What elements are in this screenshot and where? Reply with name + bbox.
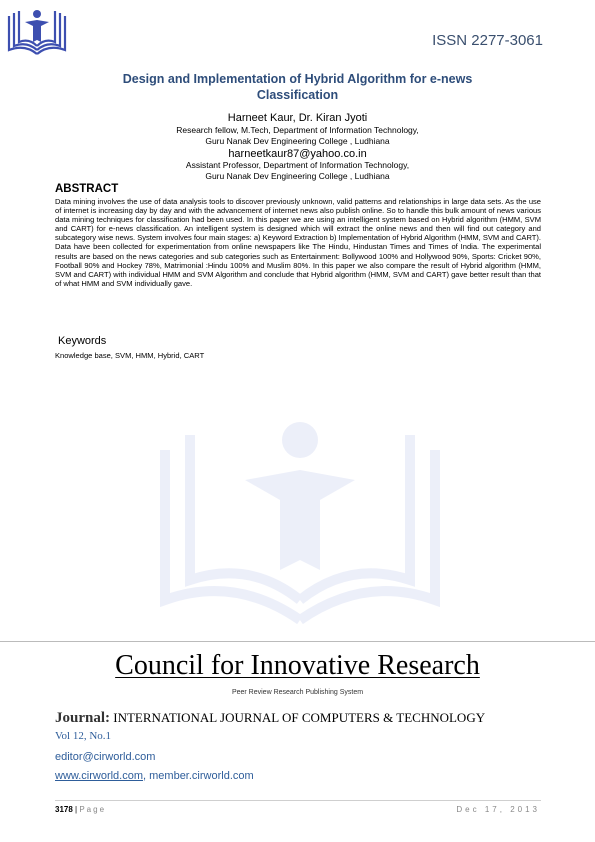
volume-info: Vol 12, No.1	[55, 730, 112, 742]
journal-name: INTERNATIONAL JOURNAL OF COMPUTERS & TECHNOLOGY	[110, 710, 486, 725]
abstract-text: Data mining involves the use of data analysis tools to discover previously unknown, valid patterns and relationships in large data sets. As the use of internet is increasing day by day and with the advancement of internet news also publish online. So to handle this bulk amount of news various data mining techniques for classification had been used. In this paper we are using an intelligent system based on Hybrid algorithm (HMM, SVM and CART) for e-news classification. An intelligent system is designed which will extract the online news and then will find out category and subcategory wise news. System involves four main stages: a) Keyword Extraction b) Implementation of Hybrid Algorithm (HMM, SVM and CART). Data have been collected for experimentation from online newspapers like The Hindu, Hindustan Times and Times of India. The experimental results are based on the news categories and sub categories such as Entertainment: Bollywood 100% and Hollywood 90%, Sports: Cricket 90%, Football 90% and Hockey 78%, Matrimonial :Hindu 100% and Muslim 80%. In this paper we also compare the result of Hybrid algorithm (HMM, SVM and CART) with individual HMM and SVM Algorithm and conclude that Hybrid algorithm (HMM, SVM and CART) gave better result than that of what HMM and SVM individually gave.	[55, 197, 541, 288]
website-link[interactable]: www.cirworld.com	[55, 770, 144, 782]
authors: Harneet Kaur, Dr. Kiran Jyoti	[227, 112, 368, 124]
website-line	[55, 770, 254, 782]
affiliation-1-line-1: Research fellow, M.Tech, Department of Information Technology,	[176, 125, 419, 135]
page-footer	[55, 805, 106, 814]
member-site: , member.cirworld.com	[143, 770, 254, 782]
journal-logo-icon	[3, 4, 71, 59]
keywords-text: Knowledge base, SVM, HMM, Hybrid, CART	[55, 351, 205, 360]
affiliation-1	[0, 125, 595, 147]
watermark-logo-icon	[145, 400, 455, 630]
affiliation-1-line-2: Guru Nanak Dev Engineering College , Ludhiana	[205, 136, 390, 146]
affiliation-2	[0, 160, 595, 182]
peer-review-tagline: Peer Review Research Publishing System	[231, 689, 364, 696]
affiliation-2-line-1: Assistant Professor, Department of Information Technology,	[185, 160, 410, 170]
page-separator: |	[72, 805, 80, 814]
publication-date: Dec 17, 2013	[456, 805, 540, 814]
footer-divider	[55, 800, 541, 801]
abstract-heading: ABSTRACT	[55, 183, 119, 195]
council-name: Council for Innovative Research	[115, 650, 480, 681]
page-label: Page	[79, 805, 107, 814]
journal-label: Journal:	[55, 710, 111, 726]
journal-line	[55, 710, 485, 727]
issn-number: ISSN 2277-3061	[432, 32, 543, 49]
title-line-1: Design and Implementation of Hybrid Algorithm for e-news	[122, 72, 473, 86]
editor-email[interactable]: editor@cirworld.com	[55, 751, 156, 763]
section-divider	[0, 641, 595, 642]
paper-title	[60, 71, 535, 103]
affiliation-2-line-2: Guru Nanak Dev Engineering College , Ludhiana	[205, 171, 390, 181]
keywords-heading: Keywords	[58, 335, 107, 347]
title-line-2: Classification	[256, 88, 339, 102]
page-number: 3178	[55, 805, 73, 814]
author-email[interactable]: harneetkaur87@yahoo.co.in	[228, 148, 367, 160]
